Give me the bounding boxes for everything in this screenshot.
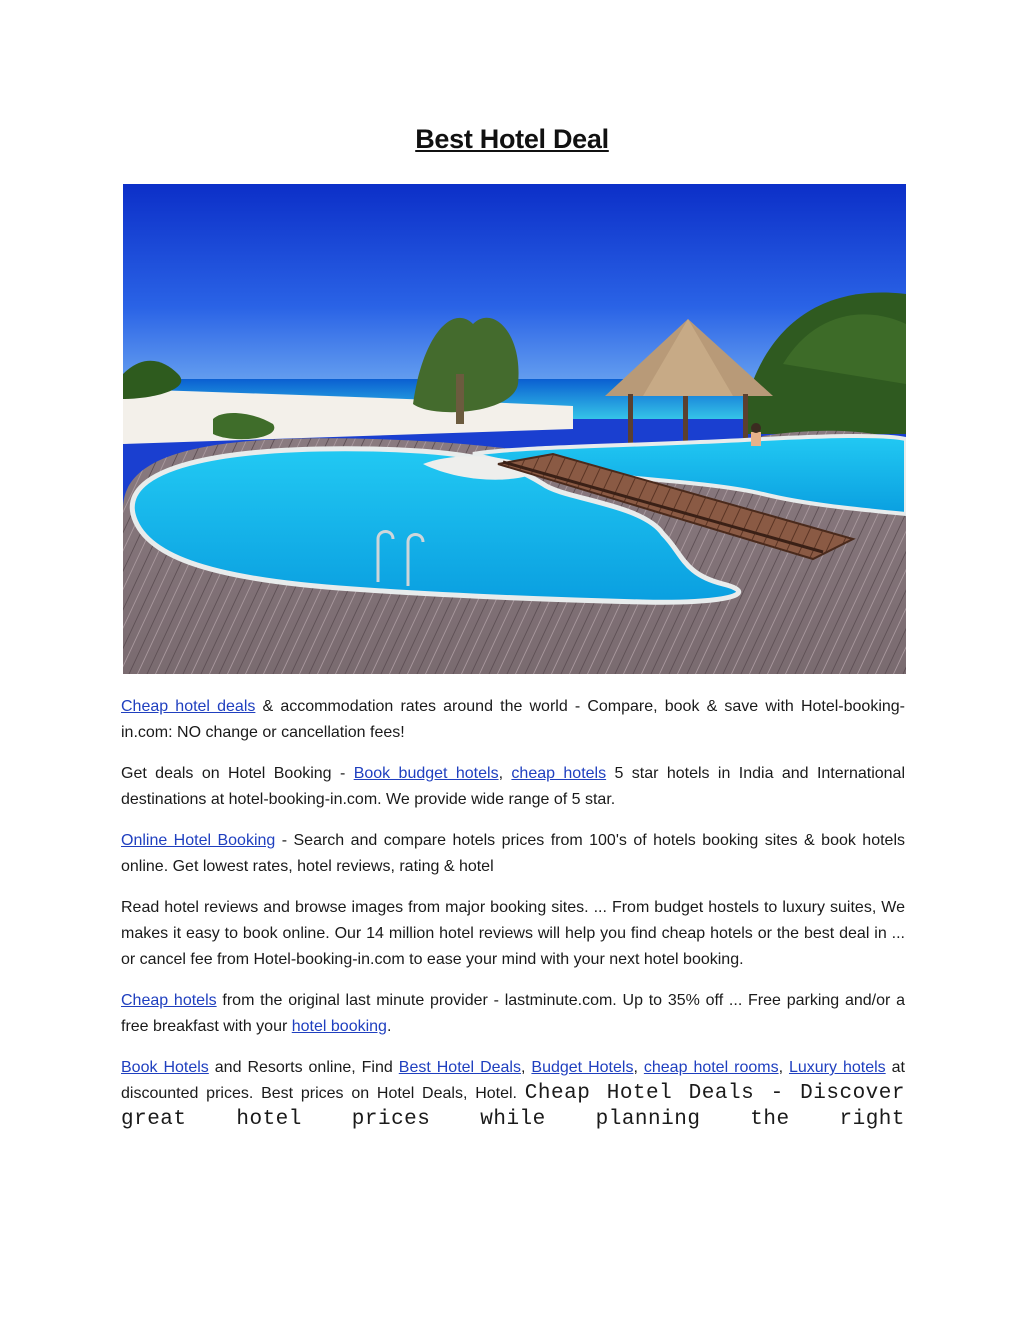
paragraph-5	[121, 988, 905, 1040]
page-title: Best Hotel Deal	[415, 124, 609, 154]
paragraph-2-post: 5 star hotels in India and International destinations at hotel-booking-in.com. We provide wide range of 5 star.	[121, 765, 906, 808]
paragraph-5-mid: from the original last minute provider - lastminute.com. Up to 35% off ... Free parking and/or a free breakfast with your	[121, 992, 905, 1035]
article-body	[121, 694, 905, 1148]
link-book-hotels[interactable]: Book Hotels	[121, 1059, 209, 1076]
link-cheap-hotel-deals[interactable]: Cheap hotel deals	[121, 698, 256, 715]
paragraph-6-text-5: at discounted prices. Best prices on Hotel Deals, Hotel.	[121, 1059, 906, 1102]
link-online-hotel-booking[interactable]: Online Hotel Booking	[121, 832, 276, 849]
paragraph-6	[121, 1055, 905, 1133]
link-book-budget-hotels[interactable]: Book budget hotels	[353, 765, 499, 782]
paragraph-6-text-1: and Resorts online, Find	[208, 1059, 399, 1076]
paragraph-5-post: .	[386, 1018, 392, 1035]
link-best-hotel-deals[interactable]: Best Hotel Deals	[398, 1059, 521, 1076]
separator: ,	[778, 1059, 789, 1076]
link-luxury-hotels[interactable]: Luxury hotels	[788, 1059, 886, 1076]
paragraph-3	[121, 828, 905, 880]
link-hotel-booking[interactable]: hotel booking	[291, 1018, 387, 1035]
paragraph-4: Read hotel reviews and browse images from major booking sites. ... From budget hostels to luxury suites, We makes it easy to book online. Our 14 million hotel reviews will help you find cheap hotels or the best deal in ... or cancel fee from Hotel-booking-in.com to ease your mind with your next hotel booking.	[121, 899, 905, 968]
link-budget-hotels[interactable]: Budget Hotels	[531, 1059, 634, 1076]
paragraph-2	[121, 761, 905, 813]
link-cheap-hotels-2[interactable]: Cheap hotels	[121, 992, 217, 1009]
link-cheap-hotels[interactable]: cheap hotels	[511, 765, 607, 782]
separator: ,	[633, 1059, 644, 1076]
link-cheap-hotel-rooms[interactable]: cheap hotel rooms	[643, 1059, 779, 1076]
pool-photo	[123, 184, 906, 674]
paragraph-6-mono-text: Cheap Hotel Deals - Discover great hotel prices while planning the right	[121, 1082, 905, 1131]
paragraph-3-text: - Search and compare hotels prices from 100's of hotels booking sites & book hotels online. Get lowest rates, hotel reviews, rating & hotel	[121, 832, 905, 875]
separator: ,	[520, 1059, 532, 1076]
paragraph-2-pre: Get deals on Hotel Booking -	[121, 765, 354, 782]
paragraph-1-text: & accommodation rates around the world - Compare, book & save with Hotel-booking-in.com: NO change or cancellation fees!	[121, 698, 906, 741]
paragraph-1	[121, 694, 905, 746]
separator: ,	[498, 765, 512, 782]
